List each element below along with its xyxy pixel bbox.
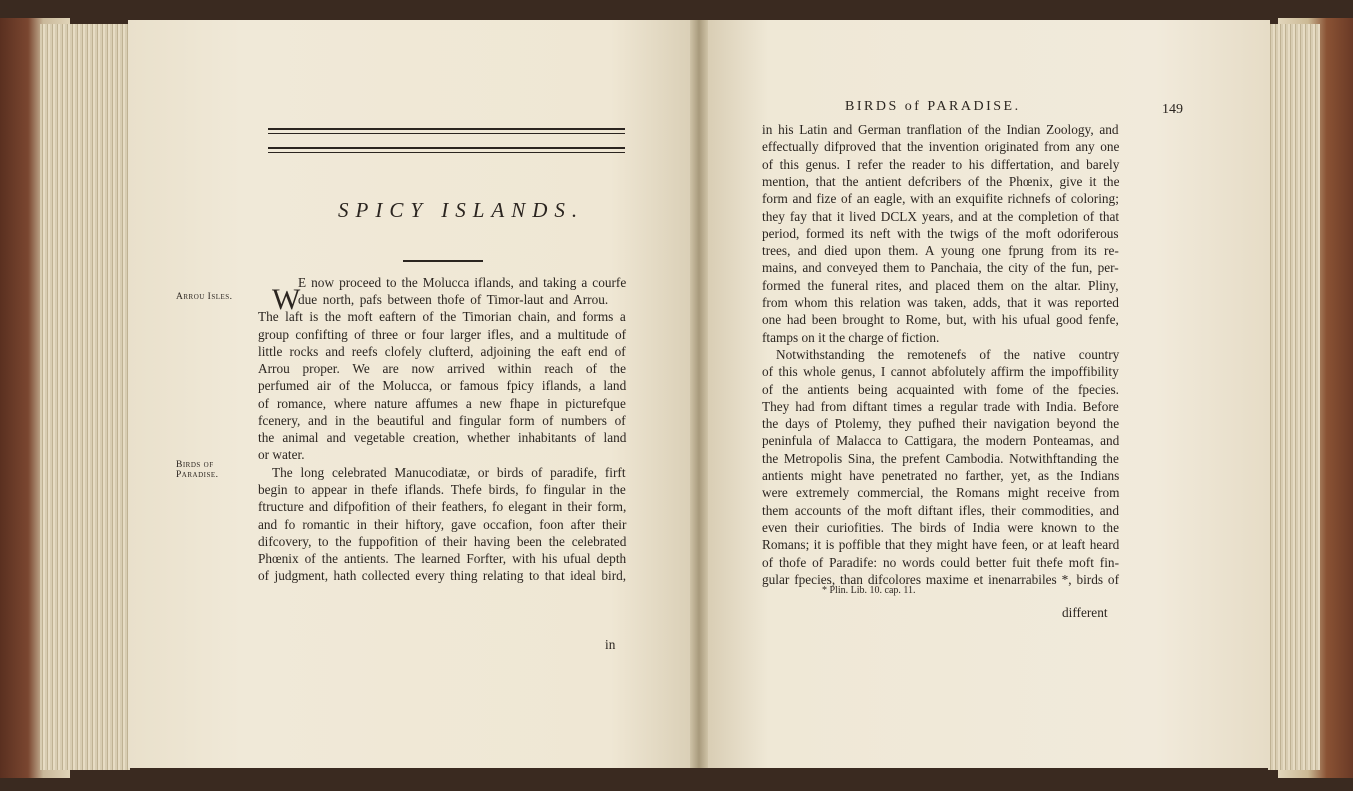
right-text-line: of the antients being acquainted with fome of the fpecies. (762, 381, 1119, 397)
right-text-line: period, formed its neft with the twigs of the moft odoriferous (762, 225, 1119, 241)
right-text-line: the Metropolis Sina, the prefent Cambodia. Notwithftanding the (762, 450, 1119, 466)
left-page-edges (40, 24, 130, 770)
left-text-line: of romance, where nature affumes a new fhape in picturefque (258, 396, 626, 411)
left-text-line: E now proceed to the Molucca iflands, and taking a courfe (298, 275, 627, 290)
left-text-line: or water. (258, 447, 305, 462)
double-rule-bottom-2 (268, 152, 625, 153)
left-text-line: due north, pafs between thofe of Timor-laut and Arrou. (298, 292, 609, 307)
right-text-line: of this genus. I refer the reader to his differtation, and barely (762, 156, 1120, 172)
left-catchword: in (605, 637, 616, 652)
right-text-line: were extremely commercial, the Romans might receive from (762, 485, 1120, 501)
footnote: * Plin. Lib. 10. cap. 11. (822, 585, 916, 596)
right-text-line: of thofe of Paradife: no words could better fuit thefe moft fin- (762, 554, 1119, 570)
margin-note-birds: Birds of (176, 460, 214, 470)
right-text-line: the days of Ptolemy, they pufhed their navigation beyond the (762, 416, 1120, 432)
double-rule-top-2 (268, 133, 625, 134)
margin-note-paradise: Paradise. (176, 470, 219, 480)
drop-cap: W (272, 283, 301, 316)
right-text-line: trees, and died upon them. A young one fprung from its re- (762, 243, 1119, 259)
double-rule-top-1 (268, 128, 625, 130)
page-number: 149 (1162, 102, 1183, 117)
left-text-line: The long celebrated Manucodiatæ, or birds of paradife, firft (272, 465, 626, 480)
left-text-line: Arrou proper. We are now arrived within reach of the (258, 361, 626, 376)
left-text-line: begin to appear in thefe iflands. Thefe birds, fo fingular in the (258, 482, 626, 497)
chapter-title: SPICY ISLANDS. (338, 198, 585, 222)
right-page-edges (1268, 24, 1320, 770)
right-text-line: Notwithstanding the remotenefs of the native country (776, 346, 1120, 362)
left-text-line: The laft is the moft eaftern of the Timorian chain, and forms a (258, 309, 626, 324)
left-text-line: little rocks and reefs clofely clufterd, adjoining the eaft end of (258, 344, 626, 359)
double-rule-bottom-1 (268, 147, 625, 149)
right-text-line: one had been brought to Rome, but, with his ufual good fenfe, (762, 312, 1119, 328)
left-text-line: and fo romantic in their hiftory, gave occafion, foon after their (258, 517, 627, 532)
left-text-line: ftructure and difpofition of their feathers, fo elegant in their form, (258, 499, 627, 514)
book-gutter (690, 20, 708, 768)
running-head: BIRDS of PARADISE. (845, 99, 1021, 114)
right-text-line: formed the funeral rites, and placed them on the altar. Pliny, (762, 277, 1119, 293)
right-text-line: peninfula of Malacca to Cattigara, the modern Ponteamas, and (762, 433, 1120, 449)
right-text-line: in his Latin and German tranflation of the Indian Zoology, and (762, 122, 1119, 137)
left-text-line: difcovery, to the fuppofition of their having been the celebrated (258, 534, 627, 549)
right-text-line: them accounts of the moft diftant ifles, their commodities, and (762, 502, 1119, 518)
right-text-line: from whom this relation was taken, adds, that it was reported (762, 295, 1119, 310)
right-text-line: effectually difproved that the invention originated from any one (762, 139, 1120, 155)
right-text-line: of this whole genus, I cannot abfolutely affirm the impoffibility (762, 364, 1119, 380)
left-text-line: of judgment, hath collected every thing relating to that ideal bird, (258, 568, 627, 583)
right-text-line: mention, that the antient defcribers of the Phœnix, give it the (762, 173, 1120, 189)
right-text-line: they fay that it lived DCLX years, and at the completion of that (762, 208, 1120, 224)
left-text-line: Phœnix of the antients. The learned Forfter, with his ufual depth (258, 551, 627, 566)
right-text-line: mains, and conveyed them to Panchaia, the city of the fun, per- (762, 260, 1119, 276)
margin-note-arrou: Arrou Isles. (176, 292, 233, 302)
left-text-line: perfumed air of the Molucca, or famous fpicy iflands, a land (258, 378, 627, 393)
right-text-line: antients might have penetrated no farther, yet, as the Indians (762, 468, 1120, 483)
right-text-line: They had from diftant times a regular trade with India. Before (762, 398, 1119, 414)
right-catchword: different (1062, 605, 1108, 620)
right-text-line: gular fpecies, than difcolores maxime et inenarrabiles *, birds of (762, 571, 1120, 587)
title-ornament-rule (403, 260, 483, 262)
left-text-line: fcenery, and in the beautiful and fingular form of numbers of (258, 413, 626, 428)
right-text-line: even their curiofities. The birds of India were known to the (762, 519, 1119, 535)
left-text-line: group confifting of three or four larger ifles, and a multitude of (258, 327, 627, 342)
right-text-line: form and fize of an eagle, with an exquifite richnefs of coloring; (762, 191, 1119, 207)
right-text-line: ftamps on it the charge of fiction. (762, 329, 940, 345)
right-text-line: Romans; it is poffible that they might have feen, or at leaft heard (762, 537, 1120, 553)
left-text-line: the animal and vegetable creation, whether inhabitants of land (258, 430, 627, 445)
